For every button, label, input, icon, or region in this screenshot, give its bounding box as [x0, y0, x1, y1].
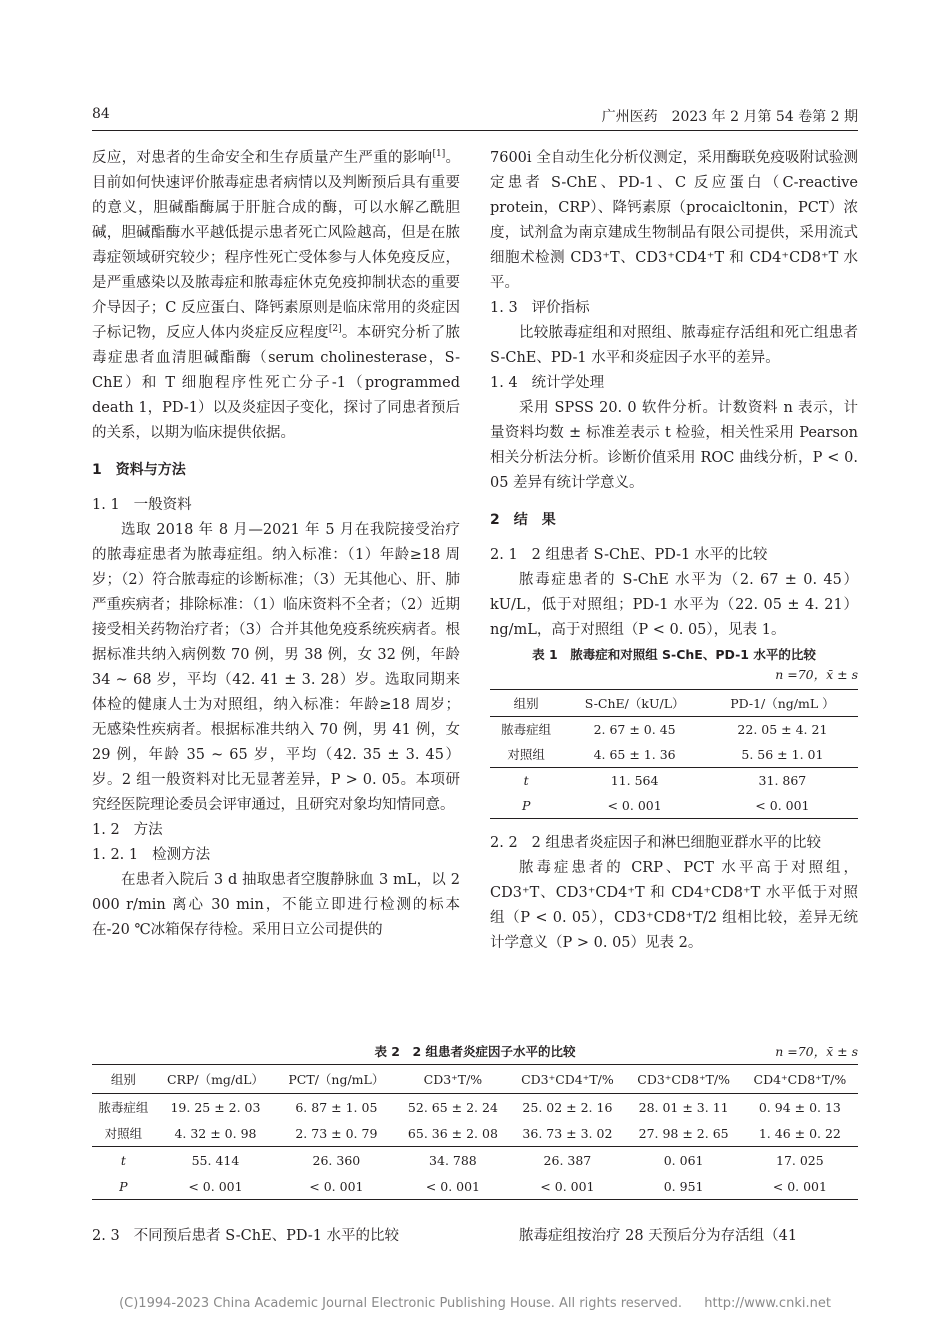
table-row: [92, 1173, 858, 1200]
table-cell: < 0. 001: [742, 1173, 858, 1200]
section-1-3-heading: 1. 3 评价指标: [490, 300, 590, 316]
table-cell: 55. 414: [155, 1147, 277, 1174]
table-cell: 22. 05 ± 4. 21: [737, 722, 828, 737]
table-cell: 4. 65 ± 1. 36: [593, 747, 676, 762]
section-2-1-heading: 2. 1 2 组患者 S-ChE、PD-1 水平的比较: [490, 547, 768, 563]
page-number: 84: [92, 106, 110, 122]
table-cell: 5. 56 ± 1. 01: [741, 747, 824, 762]
header-rule: [92, 130, 858, 131]
section-1-1-heading: 1. 1 一般资料: [92, 497, 192, 513]
table-2-note: n =70，x̄ ± s: [775, 1044, 858, 1059]
table-cell: 0. 94 ± 0. 13: [758, 1099, 841, 1115]
table-header-cell: CD3⁺CD4⁺T/%: [509, 1065, 625, 1094]
section-1-4-text: 采用 SPSS 20. 0 软件分析。计数资料 n 表示，计量资料均数 ± 标准差表示 t 检验，相关性采用 Pearson 相关分析法分析。诊断价值采用 ROC 曲线分析，P < 0. 05 差异有统计学意义。: [490, 400, 858, 491]
section-2-3-text-start: 脓毒症组按治疗 28 天预后分为存活组（41: [519, 1228, 798, 1244]
section-2-heading: 2 结 果: [490, 512, 556, 528]
table-cell: 28. 01 ± 3. 11: [638, 1099, 729, 1115]
table-header-cell: 组别: [490, 690, 562, 717]
section-1-3-text: 比较脓毒症组和对照组、脓毒症存活组和死亡组患者 S-ChE、PD-1 水平和炎症因子水平的差异。: [490, 325, 858, 366]
table-cell: < 0. 001: [155, 1173, 277, 1200]
table-row: [92, 1094, 858, 1121]
table-header-cell: CD4⁺CD8⁺T/%: [742, 1065, 858, 1094]
table-cell: 脓毒症组: [98, 1100, 149, 1115]
section-1-2-1-heading: 1. 2. 1 检测方法: [92, 847, 211, 863]
table-cell: 2. 73 ± 0. 79: [295, 1125, 378, 1141]
table-cell: < 0. 001: [397, 1173, 510, 1200]
table-header-cell: 组别: [92, 1065, 155, 1094]
table-cell: 26. 360: [276, 1147, 396, 1174]
citation-1[interactable]: [1]: [432, 149, 446, 160]
table-cell: P: [92, 1173, 155, 1200]
table-cell: 1. 46 ± 0. 22: [758, 1125, 841, 1141]
table-cell: 19. 25 ± 2. 03: [170, 1099, 261, 1115]
table-row: [490, 793, 858, 819]
table-cell: 34. 788: [397, 1147, 510, 1174]
table-row: [490, 768, 858, 794]
cnki-link[interactable]: http://www.cnki.net: [704, 1296, 831, 1311]
section-1-2-1-text: 在患者入院后 3 d 抽取患者空腹静脉血 3 mL，以 2 000 r/min 离心 30 min，不能立即进行检测的标本在-20 ℃冰箱保存待检。采用日立公司提供的: [92, 872, 460, 938]
table-cell: 2. 67 ± 0. 45: [593, 722, 676, 737]
table-cell: 6. 87 ± 1. 05: [295, 1099, 378, 1115]
left-column: [92, 146, 460, 943]
section-1-2-heading: 1. 2 方法: [92, 822, 163, 838]
section-1-heading: 1 资料与方法: [92, 462, 186, 478]
table-row: [92, 1120, 858, 1147]
table-row: [490, 742, 858, 768]
table-cell: < 0. 001: [562, 793, 706, 819]
table-2: [92, 1064, 858, 1200]
table-cell: 31. 867: [707, 768, 858, 794]
table-cell: 4. 32 ± 0. 98: [174, 1125, 257, 1141]
right-column: [490, 146, 858, 956]
table-cell: t: [92, 1147, 155, 1174]
table-cell: 26. 387: [509, 1147, 625, 1174]
table-1: [490, 689, 858, 819]
table-cell: P: [490, 793, 562, 819]
section-2-3-heading: 2. 3 不同预后患者 S-ChE、PD-1 水平的比较: [92, 1228, 400, 1244]
table-cell: 0. 061: [626, 1147, 742, 1174]
table-2-block: [92, 1042, 858, 1200]
table-header-cell: PD-1/（ng/mL ）: [707, 690, 858, 717]
section-2-2-heading: 2. 2 2 组患者炎症因子和淋巴细胞亚群水平的比较: [490, 835, 822, 851]
table-header-cell: CRP/（mg/dL）: [155, 1065, 277, 1094]
section-2-2-text: 脓毒症患者的 CRP、PCT 水平高于对照组，CD3⁺T、CD3⁺CD4⁺T 和 CD4⁺CD8⁺T 水平低于对照组（P < 0. 05），CD3⁺CD8⁺T/2 组相比较，差异无统计学意义（P > 0. 05）见表 2。: [490, 860, 858, 951]
table-cell: 对照组: [104, 1126, 143, 1141]
citation-2[interactable]: [2]: [328, 324, 342, 335]
table-header-cell: CD3⁺T/%: [397, 1065, 510, 1094]
table-cell: 25. 02 ± 2. 16: [522, 1099, 613, 1115]
table-header-cell: S-ChE/（kU/L）: [562, 690, 706, 717]
intro-paragraph: 反应，对患者的生命安全和生存质量产生严重的影响[1]。目前如何快速评价脓毒症患者病情以及判断预后具有重要的意义，胆碱酯酶属于肝脏合成的酶，可以水解乙酰胆碱，胆碱酯酶水平越低提示患者死亡风险越高，但是在脓毒症领域研究较少；程序性死亡受体参与人体免疫反应，是严重感染以及脓毒症和脓毒症休克免疫抑制状态的重要介导因子；C 反应蛋白、降钙素原则是临床常用的炎症因子标记物，反应人体内炎症反应程度[2]。本研究分析了脓毒症患者血清胆碱酯酶（serum cholinesterase，S-ChE）和 T 细胞程序性死亡分子-1（programmed death 1，PD-1）以及炎症因子变化，探讨了同患者预后的关系，以期为临床提供依据。: [92, 149, 461, 441]
running-header: [92, 106, 858, 130]
table-row: [92, 1147, 858, 1174]
table-1-note: n =70，x̄ ± s: [775, 667, 858, 682]
table-cell: 36. 73 ± 3. 02: [522, 1125, 613, 1141]
journal-title: 广州医药 2023 年 2 月第 54 卷第 2 期: [601, 109, 858, 125]
table-cell: 对照组: [507, 747, 545, 762]
table-2-caption: 表 2 2 组患者炎症因子水平的比较: [374, 1044, 576, 1059]
table-cell: 17. 025: [742, 1147, 858, 1174]
section-1-1-text: 选取 2018 年 8 月—2021 年 5 月在我院接受治疗的脓毒症患者为脓毒症组。纳入标准：（1）年龄≥18 周岁；（2）符合脓毒症的诊断标准；（3）无其他心、肝、肺严重疾病者；排除标准：（1）临床资料不全者；（2）近期接受相关药物治疗者；（3）合并其他免疫系统疾病者。根据标准共纳入病例数 70 例，男 38 例，女 32 例，年龄 34 ~ 68 岁，平均（42. 41 ± 3. 28）岁。选取同期来体检的健康人士为对照组，纳入标准：年龄≥18 周岁；无感染性疾病者。根据标准共纳入 70 例，男 41 例，女 29 例，年龄 35 ~ 65 岁，平均（42. 35 ± 3. 45）岁。2 组一般资料对比无显著差异，P > 0. 05。本项研究经医院理论委员会评审通过，且研究对象均知情同意。: [92, 522, 460, 813]
table-cell: < 0. 001: [707, 793, 858, 819]
table-header-cell: PCT/（ng/mL）: [276, 1065, 396, 1094]
table-cell: < 0. 001: [276, 1173, 396, 1200]
table-cell: 0. 951: [626, 1173, 742, 1200]
section-1-4-heading: 1. 4 统计学处理: [490, 375, 605, 391]
method-continued-text: 7600i 全自动生化分析仪测定，采用酶联免疫吸附试验测定患者 S-ChE、PD-1、C 反应蛋白（C-reactive protein，CRP）、降钙素原（procaicltonin，PCT）浓度，试剂盒为南京建成生物制品有限公司提供，采用流式细胞术检测 CD3⁺T、CD3⁺CD4⁺T 和 CD4⁺CD8⁺T 水平。: [490, 150, 858, 291]
table-cell: 11. 564: [562, 768, 706, 794]
table-cell: 52. 65 ± 2. 24: [407, 1099, 498, 1115]
table-header-cell: CD3⁺CD8⁺T/%: [626, 1065, 742, 1094]
copyright-text: (C)1994-2023 China Academic Journal Electronic Publishing House. All rights reserved.: [119, 1296, 682, 1311]
table-cell: 27. 98 ± 2. 65: [638, 1125, 729, 1141]
table-cell: 65. 36 ± 2. 08: [407, 1125, 498, 1141]
section-2-1-text: 脓毒症患者的 S-ChE 水平为（2. 67 ± 0. 45）kU/L，低于对照组；PD-1 水平为（22. 05 ± 4. 21）ng/mL，高于对照组（P < 0. 05），见表 1。: [490, 572, 858, 638]
table-cell: 脓毒症组: [501, 722, 552, 737]
table-row: [490, 717, 858, 743]
table-cell: < 0. 001: [509, 1173, 625, 1200]
table-1-caption: 表 1 脓毒症和对照组 S-ChE、PD-1 水平的比较: [532, 647, 816, 662]
cnki-footer: [0, 1296, 950, 1311]
table-cell: t: [490, 768, 562, 794]
